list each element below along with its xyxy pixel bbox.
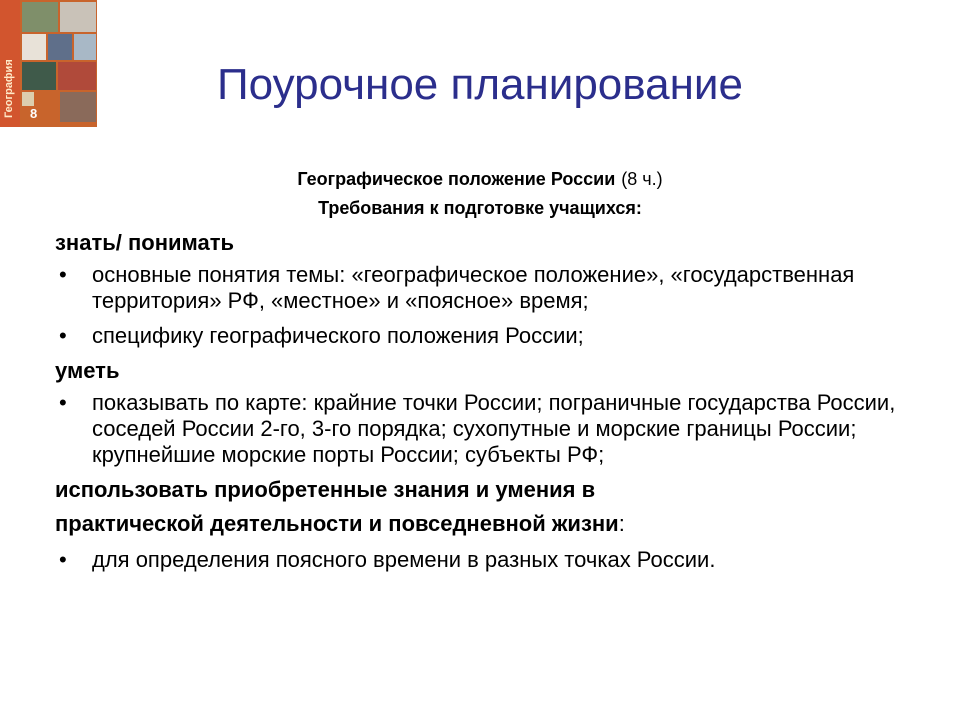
section-heading-can: уметь (55, 358, 120, 383)
list-item-text: основные понятия темы: «географическое положение», «государственная территория» РФ, «местное» и «поясное» время; (92, 262, 855, 313)
list-item-text: специфику географического положения России; (92, 323, 584, 348)
bullet-icon: • (59, 262, 67, 287)
requirements-content (55, 230, 905, 582)
list-item (55, 262, 905, 314)
section-heading-know: знать/ понимать (55, 230, 235, 255)
slide-title: Поурочное планирование (217, 60, 743, 109)
cover-grade: 8 (30, 106, 38, 121)
heading-colon: : (618, 511, 625, 536)
topic-hours: (8 ч.) (621, 169, 663, 189)
section-heading-use-line1: использовать приобретенные знания и умения в (55, 477, 596, 502)
requirements-heading: Требования к подготовке учащихся: (318, 198, 642, 218)
topic-line (0, 169, 960, 190)
bullet-icon: • (59, 547, 67, 572)
list-item (55, 390, 905, 468)
list-item (55, 323, 905, 349)
bullet-icon: • (59, 323, 67, 348)
list-item-text: для определения поясного времени в разных точках России. (92, 547, 716, 572)
list-item (55, 547, 905, 573)
section-heading-use-line2 (55, 511, 905, 537)
bullet-icon: • (59, 390, 67, 415)
section-heading-use-text: практической деятельности и повседневной жизни (55, 511, 619, 536)
list-item-text: показывать по карте: крайние точки России; пограничные государства России, соседей России 2-го, 3-го порядка; сухопутные и морские границы России; крупнейшие морские порты России; субъекты РФ; (92, 390, 896, 467)
topic-name: Географическое положение России (297, 169, 616, 189)
cover-spine-text: География (3, 59, 15, 118)
